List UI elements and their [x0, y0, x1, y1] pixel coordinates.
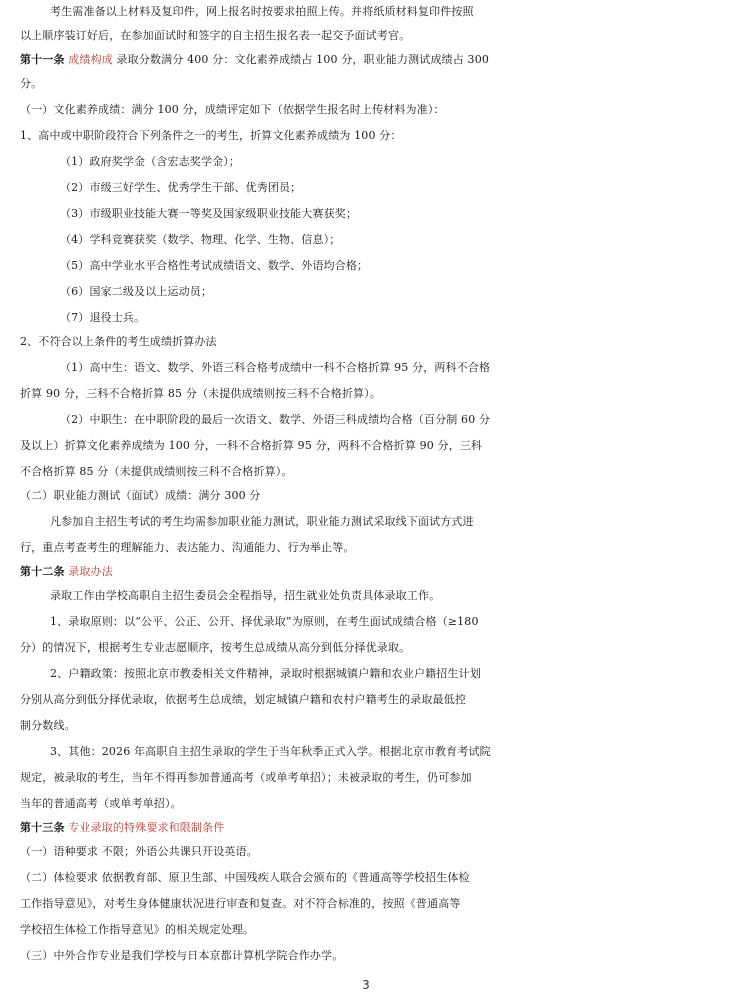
paragraph-line: 折算 90 分，三科不合格折算 85 分（未提供成绩则按三科不合格折算）。: [20, 387, 382, 400]
paragraph-line: 工作指导意见》，对考生身体健康状况进行审查和复查。对不符合标准的，按照《普通高等: [20, 897, 461, 910]
list-item: （3）市级职业技能大赛一等奖及国家级职业技能大赛获奖；: [60, 207, 358, 220]
paragraph-line: （二）体检要求 依据教育部、原卫生部、中国残疾人联合会颁布的《普通高等学校招生体检: [20, 871, 470, 884]
paragraph-line: （一）语种要求 不限；外语公共课只开设英语。: [20, 845, 258, 858]
paragraph-line: 规定，被录取的考生，当年不得再参加普通高考（或单考单招）；未被录取的考生，仍可参加: [20, 771, 472, 784]
article-12-number: 第十二条: [20, 565, 65, 578]
article-11-title: 成绩构成: [68, 53, 113, 66]
paragraph-line: 分）的情况下，根据考生专业志愿顺序，按考生总成绩从高分到低分择优录取。: [20, 641, 411, 654]
list-item: （4）学科竞赛获奖（数学、物理、化学、生物、信息）；: [60, 233, 341, 246]
list-item: （1）政府奖学金（含宏志奖学金）；: [60, 155, 241, 168]
paragraph-line: （1）高中生：语文、数学、外语三科合格考成绩中一科不合格折算 95 分，两科不合格: [60, 361, 491, 374]
paragraph-line: 学校招生体检工作指导意见》的相关规定处理。: [20, 923, 255, 936]
list-item: （6）国家二级及以上运动员；: [60, 285, 213, 298]
article-13-number: 第十三条: [20, 821, 65, 834]
article-11-text: 录取分数满分 400 分：文化素养成绩占 100 分，职业能力测试成绩占 300: [116, 53, 489, 66]
paragraph-line: 凡参加自主招生考试的考生均需参加职业能力测试，职业能力测试采取线下面试方式进: [50, 515, 474, 528]
paragraph-line: （2）中职生：在中职阶段的最后一次语文、数学、外语三科成绩均合格（百分制 60 分: [60, 413, 491, 426]
page-number: 3: [362, 978, 370, 992]
article-11-number: 第十一条: [20, 53, 65, 66]
paragraph-line: 3、其他：2026 年高职自主招生录取的学生于当年秋季正式入学。根据北京市教育考试院: [50, 745, 491, 758]
article-11-line: [0, 48, 732, 72]
article-13-title: 专业录取的特殊要求和限制条件: [68, 821, 225, 834]
paragraph-line: 1、录取原则：以“公平、公正、公开、择优录取”为原则，在考生面试成绩合格（≥180: [50, 615, 479, 628]
paragraph-line: （三）中外合作专业是我们学校与日本京都计算机学院合作办学。: [20, 949, 344, 962]
paragraph-line: 录取工作由学校高职自主招生委员会全程指导，招生就业处负责具体录取工作。: [50, 589, 441, 602]
section-heading: （一）文化素养成绩：满分 100 分，成绩评定如下（依据学生报名时上传材料为准）：: [20, 103, 445, 116]
paragraph-line: 当年的普通高考（或单考单招）。: [20, 797, 182, 810]
list-item: （5）高中学业水平合格性考试成绩语文、数学、外语均合格；: [60, 259, 369, 272]
paragraph-line: 以上顺序装订好后，在参加面试时和签字的自主招生报名表一起交予面试考官。: [20, 29, 411, 42]
paragraph-line: 分。: [20, 77, 43, 90]
list-item: （7）退役士兵。: [60, 311, 146, 324]
paragraph-line: 制分数线。: [20, 719, 76, 732]
article-12-line: [0, 560, 732, 584]
paragraph-line: 2、不符合以上条件的考生成绩折算办法: [20, 335, 217, 348]
paragraph-line: 不合格折算 85 分（未提供成绩则按三科不合格折算）。: [20, 465, 293, 478]
paragraph-line: 2、户籍政策：按照北京市教委相关文件精神，录取时根据城镇户籍和农业户籍招生计划: [50, 667, 481, 680]
paragraph-line: 分别从高分到低分择优录取，依据考生总成绩，划定城镇户籍和农村户籍考生的录取最低控: [20, 693, 466, 706]
paragraph-line: 行，重点考查考生的理解能力、表达能力、沟通能力、行为举止等。: [20, 541, 355, 554]
section-heading: （二）职业能力测试（面试）成绩：满分 300 分: [20, 489, 261, 502]
article-13-line: [0, 816, 732, 840]
paragraph-line: 及以上）折算文化素养成绩为 100 分，一科不合格折算 95 分，两科不合格折算 90 分，三科: [20, 439, 483, 452]
paragraph-line: 1、高中或中职阶段符合下列条件之一的考生，折算文化素养成绩为 100 分：: [20, 129, 402, 142]
article-12-title: 录取办法: [68, 565, 113, 578]
paragraph-line: 考生需准备以上材料及复印件，网上报名时按要求拍照上传。并将纸质材料复印件按照: [50, 5, 474, 18]
list-item: （2）市级三好学生、优秀学生干部、优秀团员；: [60, 181, 302, 194]
